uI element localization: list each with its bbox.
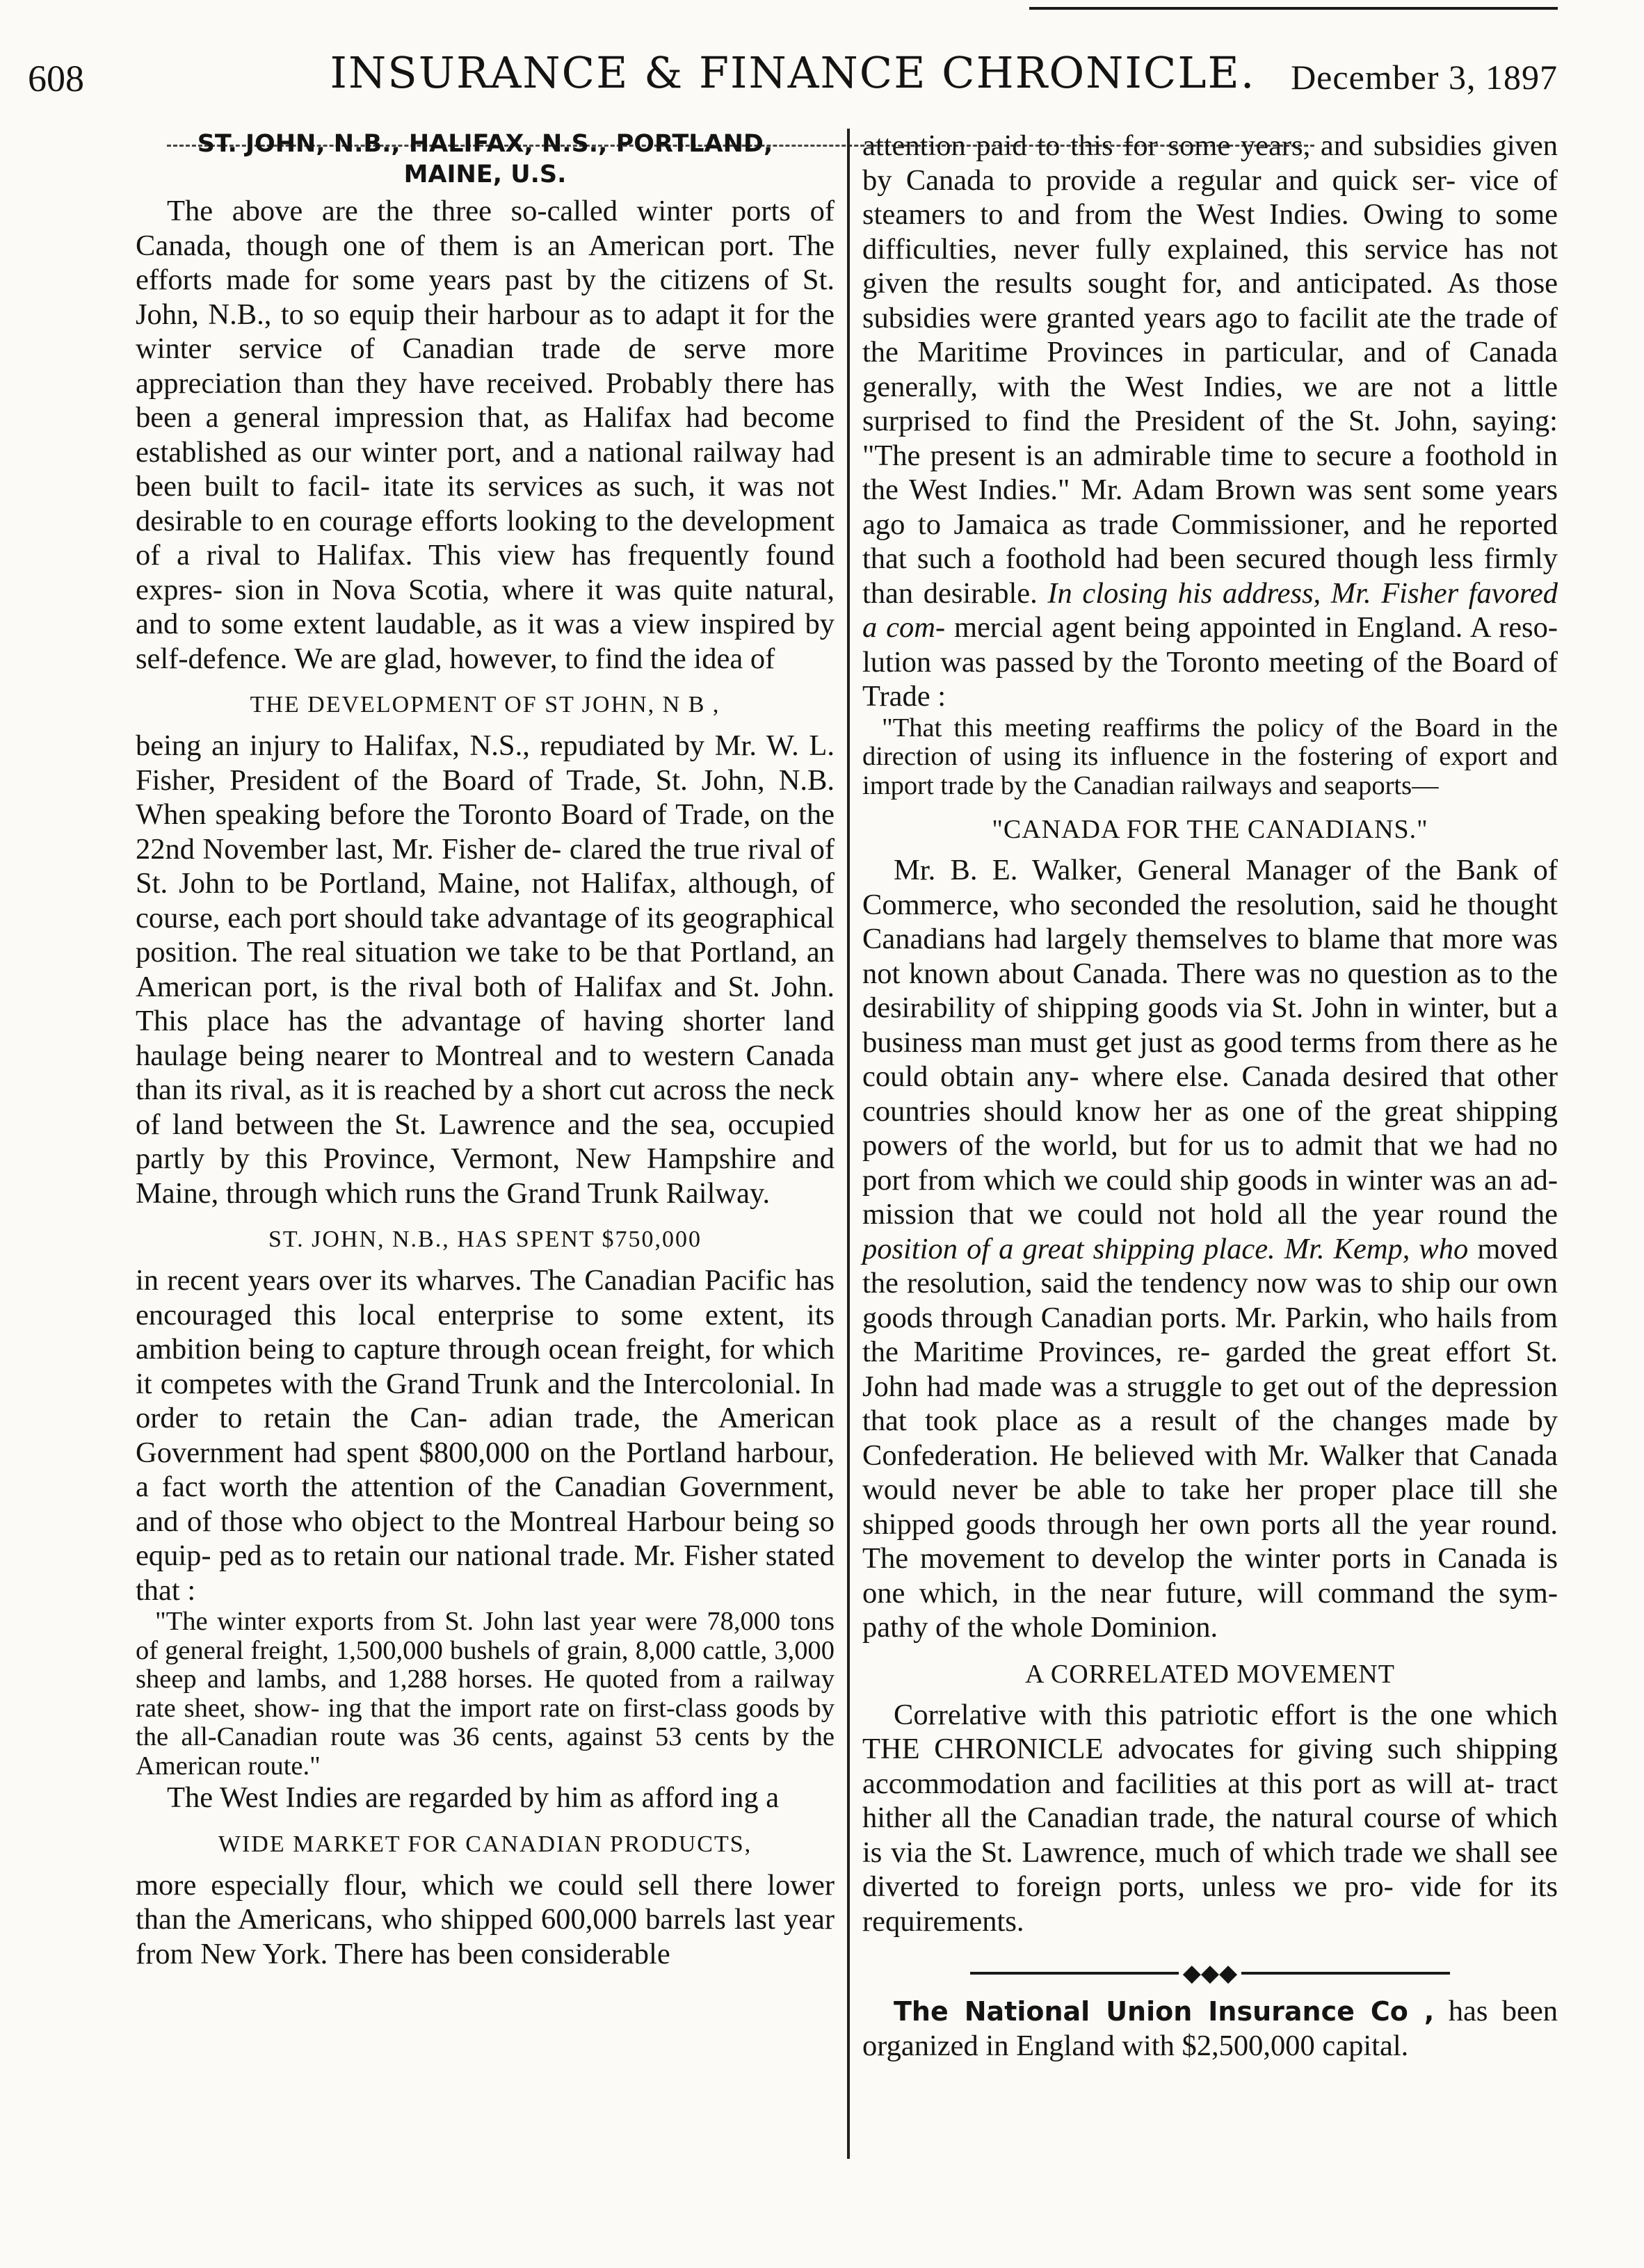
subheading: WIDE MARKET FOR CANADIAN PRODUCTS,	[218, 1831, 752, 1857]
subheading: ST. JOHN, N.B., HAS SPENT $750,000	[268, 1226, 702, 1252]
paragraph: in recent years over its wharves. The Canadian Pacific has encouraged this local enterprise to some extent, its ambition being to capture through ocean freight, for which it competes with the Grand Trunk and the Intercolonial. In order to retain the Can- adian trade, the American Government had spent $800,000 on the Portland harbour, a fact worth the attention of the Canadian Government, and of those who object to the Montreal Harbour being so equip- ped as to retain our national trade. Mr. Fisher stated that :	[136, 1264, 835, 1607]
paragraph: Correlative with this patriotic effort is the one which THE CHRONICLE advocates for giving such shipping accommodation and facilities at this port as will at- tract hither all the Canadian trade, the natural course of which is via the St. Lawrence, much of which trade we shall see diverted to foreign ports, unless we pro- vide for its requirements.	[862, 1698, 1558, 1938]
article-headline	[136, 129, 835, 190]
issue-date: December 3, 1897	[1291, 58, 1558, 97]
organization-name: The National Union Insurance Co ,	[894, 1995, 1435, 2027]
paragraph-italic: position of a great shipping place. Mr. Kemp, who	[862, 1232, 1469, 1265]
page-number: 608	[28, 58, 84, 99]
diamond-ornament-icon: ◆◆◆	[1182, 1960, 1238, 1986]
section-ornament	[862, 1954, 1558, 1987]
notice-text: has been organized in England with $2,500,000 capital.	[862, 1994, 1558, 2063]
journal-title: INSURANCE & FINANCE CHRONICLE.	[330, 47, 1256, 98]
notice-paragraph	[862, 1994, 1558, 2064]
subheading: THE DEVELOPMENT OF ST JOHN, N B ,	[250, 692, 720, 718]
ornament-rule-right	[1241, 1972, 1450, 1975]
paragraph	[862, 129, 1558, 714]
paragraph-italic: In closing his address, Mr. Fisher favored a com-	[862, 576, 1558, 644]
paragraph: The West Indies are regarded by him as afford ing a	[167, 1781, 780, 1814]
paragraph	[862, 853, 1558, 1645]
column-divider	[847, 129, 850, 2159]
headline-line-2: MAINE, U.S.	[403, 161, 567, 188]
page-header	[28, 42, 1558, 111]
paragraph-text: Mr. B. E. Walker, General Manager of the Bank of Commerce, who seconded the resolution, said he thought Canadians had largely themselves to blame that more was not known about Canada. There was no question as to the desirability of shipping goods via St. John in winter, but a business man must get just as good terms from there as he could obtain any- where else. Canada desired that other countries should know her as one of the great shipping powers of the world, but for us to admit that we had no port from which we could ship goods in winter was an ad- mission that we could not hold all the year round the	[862, 854, 1558, 1231]
block-quote: "The winter exports from St. John last year were 78,000 tons of general freight, 1,500,000 bushels of grain, 8,000 cattle, 3,000 sheep and lambs, and 1,288 horses. He quoted from a railway rate sheet, show- ing that the import rate on first-class goods by the all-Canadian route was 36 cents, against 53 cents by the American route."	[136, 1607, 835, 1781]
paragraph-text: moved the resolution, said the tendency now was to ship our own goods through Canadian ports. Mr. Parkin, who hails from the Maritime Provinces, re- garded the great effort St. John had made was a struggle to get out of the depression that took place as a result of the changes made by Confederation. He believed with Mr. Walker that Canada would never be able to take her proper place till she shipped goods through her own ports all the year round. The movement to develop the winter ports in Canada is one which, in the near future, will command the sym- pathy of the whole Dominion.	[862, 1232, 1558, 1644]
block-quote: "That this meeting reaffirms the policy of the Board in the direction of using its influence in the fostering of export and import trade by the Canadian railways and seaports—	[862, 713, 1558, 800]
subheading: "CANADA FOR THE CANADIANS."	[992, 815, 1428, 844]
paragraph: being an injury to Halifax, N.S., repudiated by Mr. W. L. Fisher, President of the Board of Trade, St. John, N.B. When speaking before the Toronto Board of Trade, on the 22nd November last, Mr. Fisher de- clared the true rival of St. John to be Portland, Maine, not Halifax, although, of course, each port should take advantage of its geographical position. The real situation we take to be that Portland, an American port, is the rival both of Halifax and St. John. This place has the advantage of having shorter land haulage being nearer to Montreal and to western Canada than its rival, as it is reached by a short cut across the neck of land between the St. Lawrence and the sea, occupied partly by this Province, Vermont, New Hampshire and Maine, through which runs the Grand Trunk Railway.	[136, 729, 835, 1210]
paragraph-text: attention paid to this for some years, and subsidies given by Canada to provide a regular and quick ser- vice of steamers to and from the West Indies. Owing to some difficulties, never fully explained, this service has not given the results sought for, and anticipated. As those subsidies were granted years ago to facilit ate the trade of the Maritime Provinces in particular, and of Canada generally, with the West Indies, we are not a little surprised to find the President of the St. John, saying: "The present is an admirable time to secure a foothold in the West Indies." Mr. Adam Brown was sent some years ago to Jamaica as trade Commissioner, and he reported that such a foothold had been secured though less firmly than desirable.	[862, 129, 1558, 610]
subheading: A CORRELATED MOVEMENT	[1025, 1659, 1395, 1689]
top-rule	[1029, 7, 1558, 10]
left-column	[136, 129, 835, 1971]
ornament-rule-left	[970, 1972, 1179, 1975]
paragraph-text: mercial agent being appointed in England. A reso- lution was passed by the Toronto meeting of the Board of Trade :	[862, 611, 1558, 713]
headline-line-1: ST. JOHN, N.B., HALIFAX, N.S., PORTLAND,	[197, 130, 773, 158]
paragraph: more especially flour, which we could sell there lower than the Americans, who shipped 600,000 barrels last year from New York. There has been considerable	[136, 1868, 835, 1970]
paragraph: The above are the three so-called winter ports of Canada, though one of them is an American port. The efforts made for some years past by the citizens of St. John, N.B., to so equip their harbour as to adapt it for the winter service of Canadian trade de serve more appreciation than they have received. Probably there has been a general impression that, as Halifax had become established as our winter port, and a national railway had been built to facil- itate its services as such, it was not desirable to en courage efforts looking to the development of a rival to Halifax. This view has frequently found expres- sion in Nova Scotia, where it was quite natural, and to some extent laudable, as it was a view inspired by self-defence. We are glad, however, to find the idea of	[136, 195, 835, 675]
right-column	[862, 129, 1558, 2064]
